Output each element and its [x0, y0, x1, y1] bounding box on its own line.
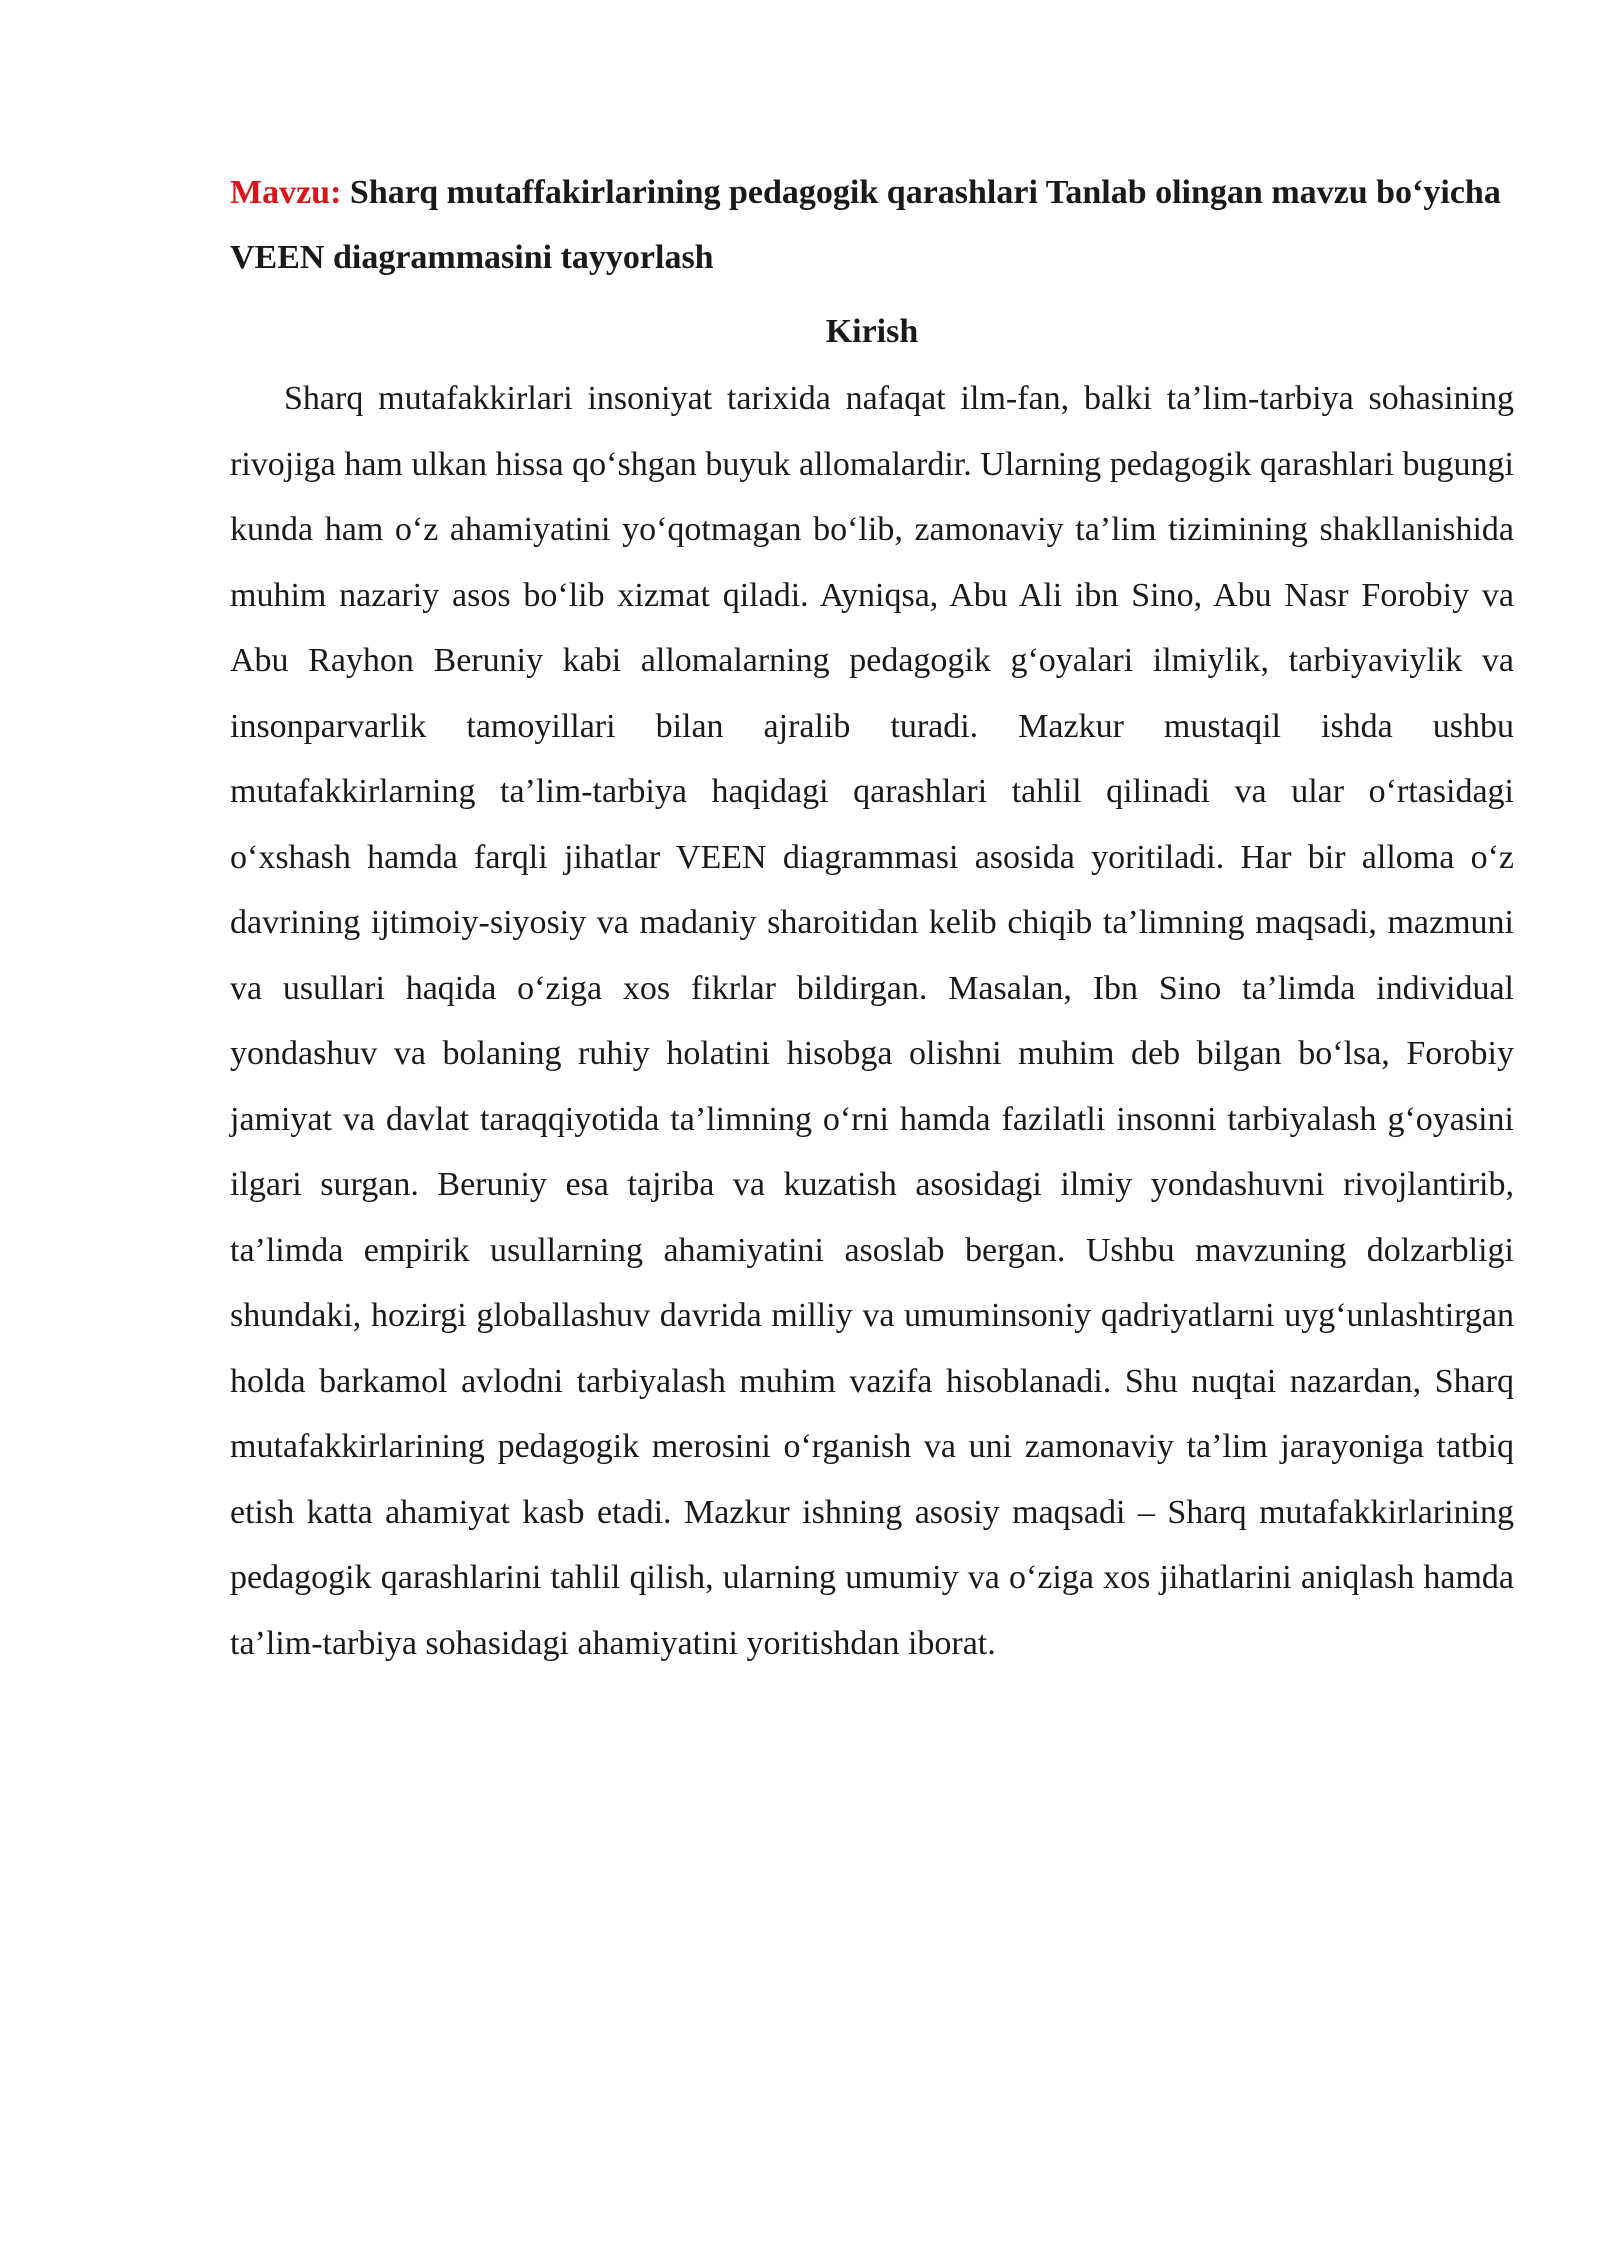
section-title: Kirish: [825, 313, 919, 350]
heading-label: Mavzu:: [230, 174, 342, 211]
heading-text: Sharq mutaffakirlarining pedagogik qarashlari Tanlab olingan mavzu bo‘yicha VEEN diagrammasini tayyorlash: [230, 174, 1501, 276]
document-heading: [230, 160, 1514, 290]
introduction-paragraph: Sharq mutafakkirlari insoniyat tarixida nafaqat ilm-fan, balki ta’lim-tarbiya sohasining rivojiga ham ulkan hissa qo‘shgan buyuk allomalardir. Ularning pedagogik qarashlari bugungi kunda ham o‘z ahamiyatini yo‘qotmagan bo‘lib, zamonaviy ta’lim tizimining shakllanishida muhim nazariy asos bo‘lib xizmat qiladi. Ayniqsa, Abu Ali ibn Sino, Abu Nasr Forobiy va Abu Rayhon Beruniy kabi allomalarning pedagogik g‘oyalari ilmiylik, tarbiyaviylik va insonparvarlik tamoyillari bilan ajralib turadi. Mazkur mustaqil ishda ushbu mutafakkirlarning ta’lim-tarbiya haqidagi qarashlari tahlil qilinadi va ular o‘rtasidagi o‘xshash hamda farqli jihatlar VEEN diagrammasi asosida yoritiladi. Har bir alloma o‘z davrining ijtimoiy-siyosiy va madaniy sharoitidan kelib chiqib ta’limning maqsadi, mazmuni va usullari haqida o‘ziga xos fikrlar bildirgan. Masalan, Ibn Sino ta’limda individual yondashuv va bolaning ruhiy holatini hisobga olishni muhim deb bilgan bo‘lsa, Forobiy jamiyat va davlat taraqqiyotida ta’limning o‘rni hamda fazilatli insonni tarbiyalash g‘oyasini ilgari surgan. Beruniy esa tajriba va kuzatish asosidagi ilmiy yondashuvni rivojlantirib, ta’limda empirik usullarning ahamiyatini asoslab bergan. Ushbu mavzuning dolzarbligi shundaki, hozirgi globallashuv davrida milliy va umuminsoniy qadriyatlarni uyg‘unlashtirgan holda barkamol avlodni tarbiyalash muhim vazifa hisoblanadi. Shu nuqtai nazardan, Sharq mutafakkirlarining pedagogik merosini o‘rganish va uni zamonaviy ta’lim jarayoniga tatbiq etish katta ahamiyat kasb etadi. Mazkur ishning asosiy maqsadi – Sharq mutafakkirlarining pedagogik qarashlarini tahlil qilish, ularning umumiy va o‘ziga xos jihatlarini aniqlash hamda ta’lim-tarbiya sohasidagi ahamiyatini yoritishdan iborat.: [230, 380, 1514, 1662]
document-page: [230, 160, 1514, 1676]
